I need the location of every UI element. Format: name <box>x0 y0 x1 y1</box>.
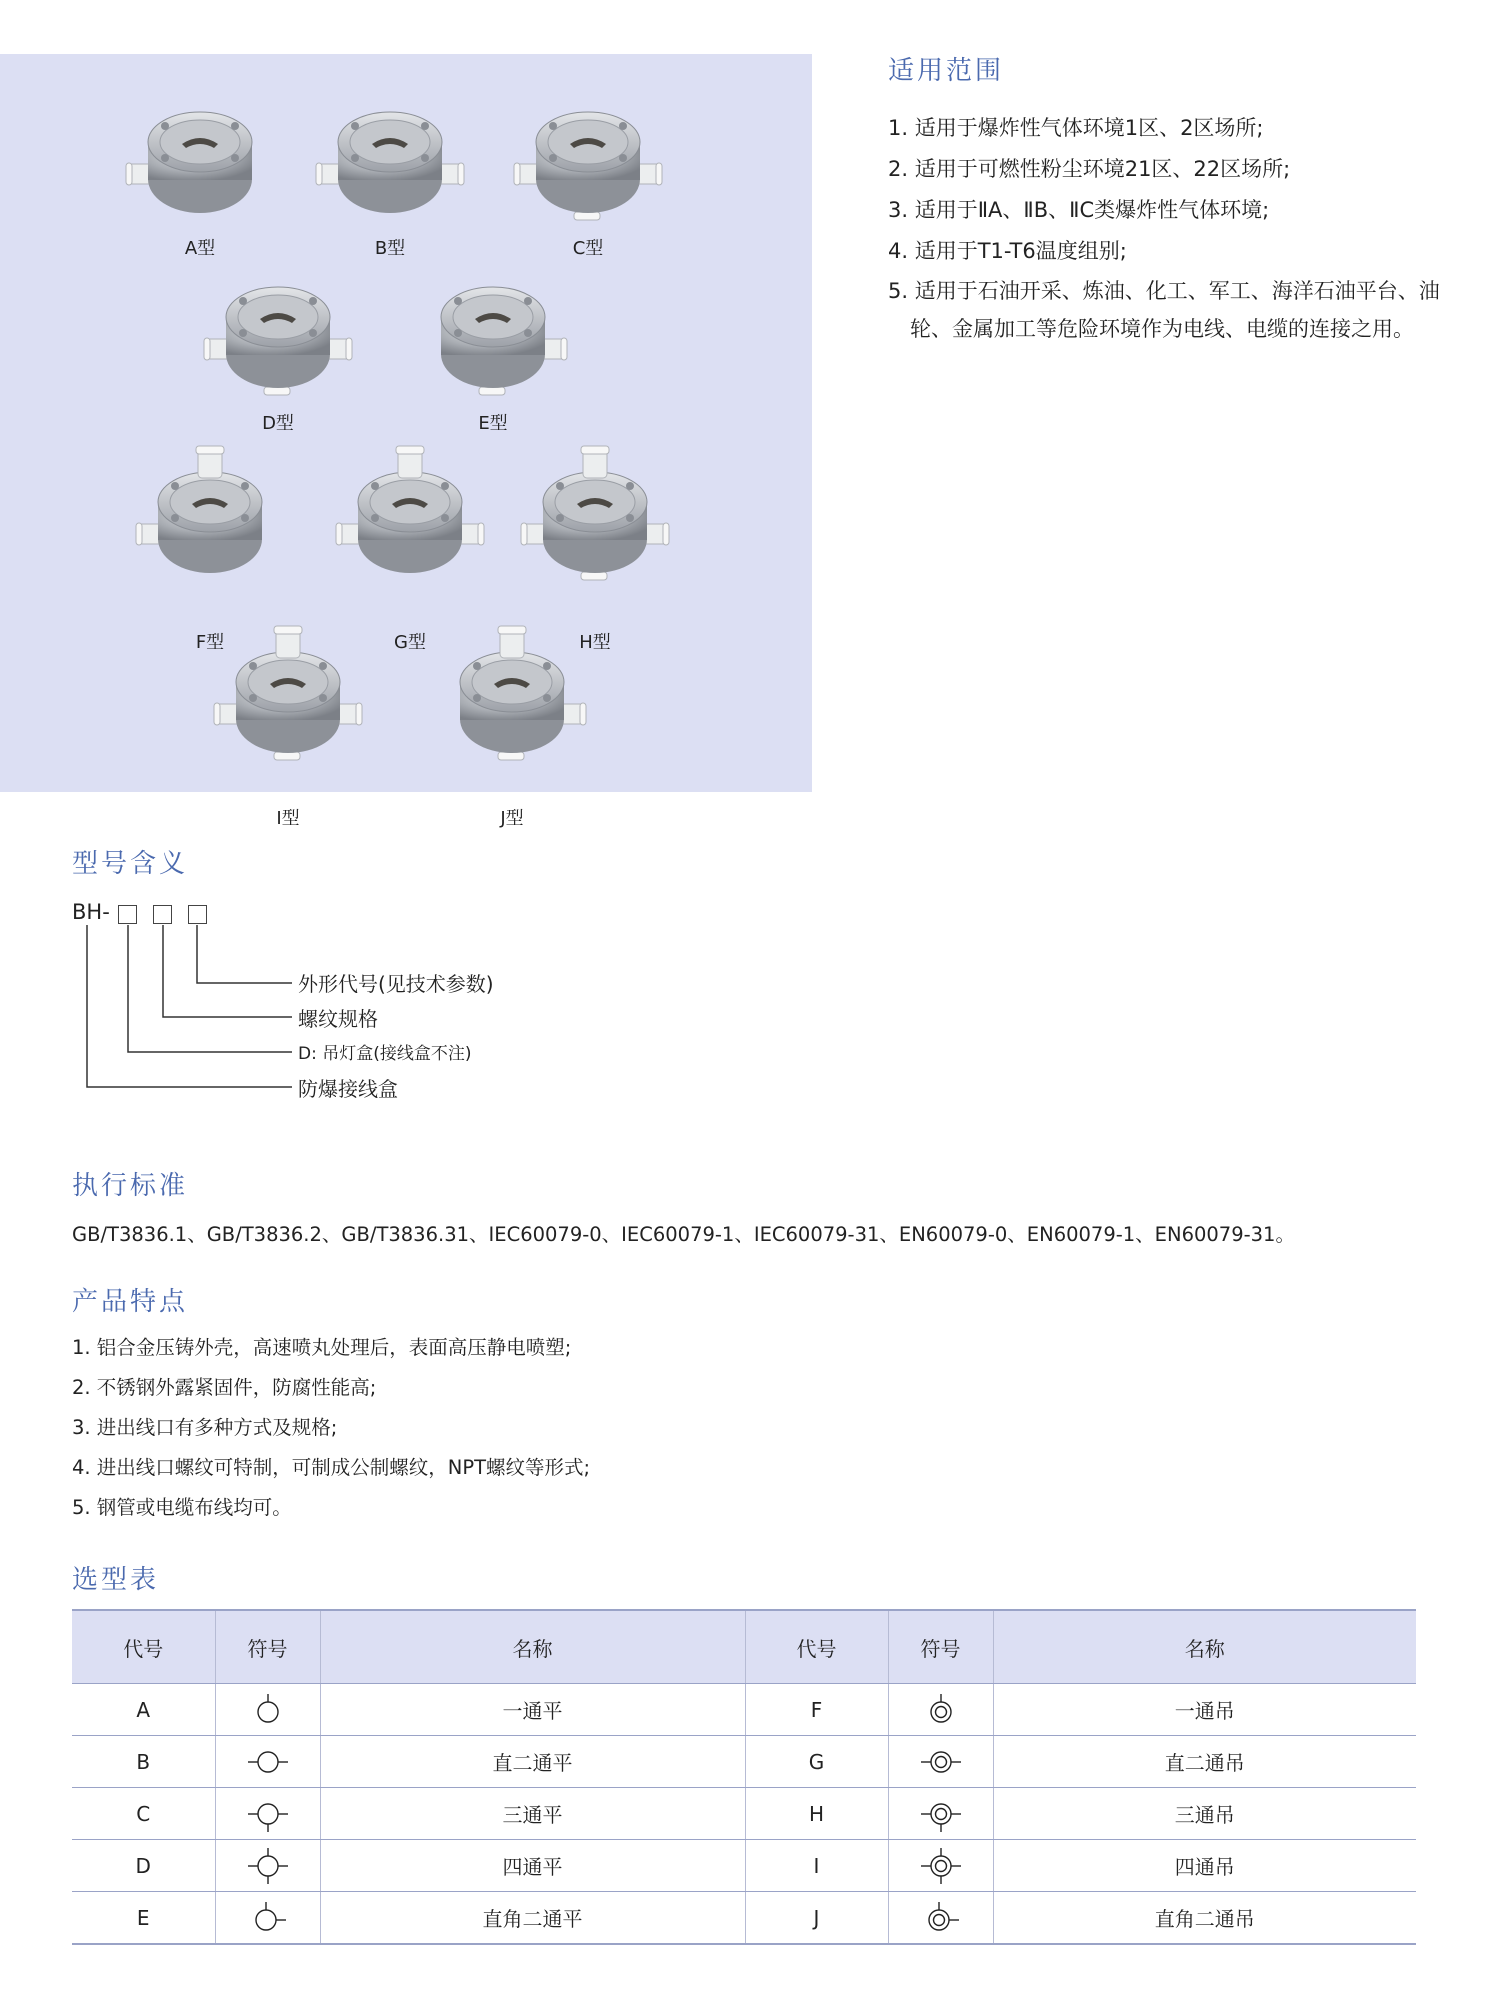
col-name: 名称 <box>993 1610 1416 1684</box>
product-label: C型 <box>572 238 604 259</box>
code-cell: B <box>72 1736 215 1788</box>
junction-box-image <box>515 444 675 584</box>
list-item: 1. 适用于爆炸性气体环境1区、2区场所; <box>888 116 1264 140</box>
col-code: 代号 <box>745 1610 888 1684</box>
table-row <box>72 1892 1416 1945</box>
symbol-cell <box>215 1840 320 1892</box>
straight-two-way-pendant-symbol <box>919 1742 963 1782</box>
list-item: 2. 不锈钢外露紧固件，防腐性能高; <box>72 1376 377 1399</box>
standards-text: GB/T3836.1、GB/T3836.2、GB/T3836.31、IEC60079-0、IEC60079-1、IEC60079-31、EN60079-0、EN60079-1、EN60079-31。 <box>72 1223 1295 1246</box>
right-angle-two-way-flat-symbol <box>246 1898 290 1938</box>
selection-title: 选型表 <box>72 1565 160 1595</box>
name-cell: 直二通平 <box>320 1736 745 1788</box>
table-row <box>72 1840 1416 1892</box>
junction-box-image <box>310 84 470 224</box>
three-way-pendant-symbol <box>919 1794 963 1834</box>
code-cell: I <box>745 1840 888 1892</box>
name-cell: 直角二通吊 <box>993 1892 1416 1945</box>
name-cell: 直二通吊 <box>993 1736 1416 1788</box>
model-code: BH- <box>72 900 110 924</box>
straight-two-way-flat-symbol <box>246 1742 290 1782</box>
list-item: 3. 适用于ⅡA、ⅡB、ⅡC类爆炸性气体环境; <box>888 198 1270 222</box>
standards-title: 执行标准 <box>72 1171 189 1201</box>
four-way-flat-symbol <box>246 1846 290 1886</box>
junction-box-image <box>432 624 592 764</box>
product-b <box>310 84 470 259</box>
product-label: F型 <box>195 632 225 653</box>
product-j <box>432 624 592 829</box>
product-label: I型 <box>276 808 300 829</box>
model-label-d: D: 吊灯盒(接线盒不注) <box>298 1044 472 1064</box>
list-item: 5. 适用于石油开采、炼油、化工、军工、海洋石油平台、油轮、金属加工等危险环境作为电线、电缆的连接之用。 <box>888 279 1440 341</box>
selection-table <box>72 1609 1416 1945</box>
features-list <box>72 1328 590 1528</box>
code-cell: C <box>72 1788 215 1840</box>
table-row <box>72 1788 1416 1840</box>
symbol-cell <box>215 1788 320 1840</box>
code-cell: F <box>745 1684 888 1736</box>
features-title: 产品特点 <box>72 1287 189 1317</box>
product-label: E型 <box>478 413 508 434</box>
code-cell: E <box>72 1892 215 1945</box>
right-angle-two-way-pendant-symbol <box>919 1898 963 1938</box>
product-g <box>330 444 490 653</box>
symbol-cell <box>888 1684 993 1736</box>
junction-box-image <box>508 84 668 224</box>
list-item: 2. 适用于可燃性粉尘环境21区、22区场所; <box>888 157 1291 181</box>
col-code: 代号 <box>72 1610 215 1684</box>
symbol-cell <box>215 1892 320 1945</box>
name-cell: 三通吊 <box>993 1788 1416 1840</box>
code-cell: J <box>745 1892 888 1945</box>
col-symbol: 符号 <box>888 1610 993 1684</box>
code-cell: D <box>72 1840 215 1892</box>
list-item: 3. 进出线口有多种方式及规格; <box>72 1416 338 1439</box>
symbol-cell <box>888 1840 993 1892</box>
name-cell: 直角二通平 <box>320 1892 745 1945</box>
list-item: 4. 适用于T1-T6温度组别; <box>888 239 1127 263</box>
product-e <box>413 259 573 434</box>
table-row <box>72 1736 1416 1788</box>
name-cell: 四通吊 <box>993 1840 1416 1892</box>
four-way-pendant-symbol <box>919 1846 963 1886</box>
product-h <box>515 444 675 653</box>
table-row <box>72 1684 1416 1736</box>
application-title: 适用范围 <box>888 56 1005 86</box>
product-label: D型 <box>262 413 294 434</box>
list-item: 4. 进出线口螺纹可特制，可制成公制螺纹，NPT螺纹等形式; <box>72 1456 591 1479</box>
product-label: H型 <box>579 632 611 653</box>
name-cell: 三通平 <box>320 1788 745 1840</box>
name-cell: 四通平 <box>320 1840 745 1892</box>
product-label: J型 <box>500 808 524 829</box>
code-cell: G <box>745 1736 888 1788</box>
symbol-cell <box>888 1736 993 1788</box>
code-cell: H <box>745 1788 888 1840</box>
symbol-cell <box>215 1736 320 1788</box>
model-label-box: 防爆接线盒 <box>298 1077 398 1101</box>
code-cell: A <box>72 1684 215 1736</box>
model-title: 型号含义 <box>72 849 189 879</box>
table-header-row <box>72 1610 1416 1684</box>
three-way-flat-symbol <box>246 1794 290 1834</box>
model-label-shape: 外形代号(见技术参数) <box>298 972 494 996</box>
list-item: 1. 铝合金压铸外壳，高速喷丸处理后，表面高压静电喷塑; <box>72 1336 572 1359</box>
product-label: G型 <box>394 632 426 653</box>
model-diagram-lines <box>0 0 320 1100</box>
symbol-cell <box>888 1892 993 1945</box>
name-cell: 一通平 <box>320 1684 745 1736</box>
application-list <box>888 108 1448 348</box>
symbol-cell <box>888 1788 993 1840</box>
product-c <box>508 84 668 259</box>
name-cell: 一通吊 <box>993 1684 1416 1736</box>
col-name: 名称 <box>320 1610 745 1684</box>
product-label: A型 <box>184 238 216 259</box>
col-symbol: 符号 <box>215 1610 320 1684</box>
model-label-thread: 螺纹规格 <box>298 1007 378 1031</box>
one-way-pendant-symbol <box>919 1690 963 1730</box>
one-way-flat-symbol <box>246 1690 290 1730</box>
junction-box-image <box>330 444 490 584</box>
product-label: B型 <box>374 238 406 259</box>
junction-box-image <box>413 259 573 399</box>
symbol-cell <box>215 1684 320 1736</box>
list-item: 5. 钢管或电缆布线均可。 <box>72 1496 292 1519</box>
